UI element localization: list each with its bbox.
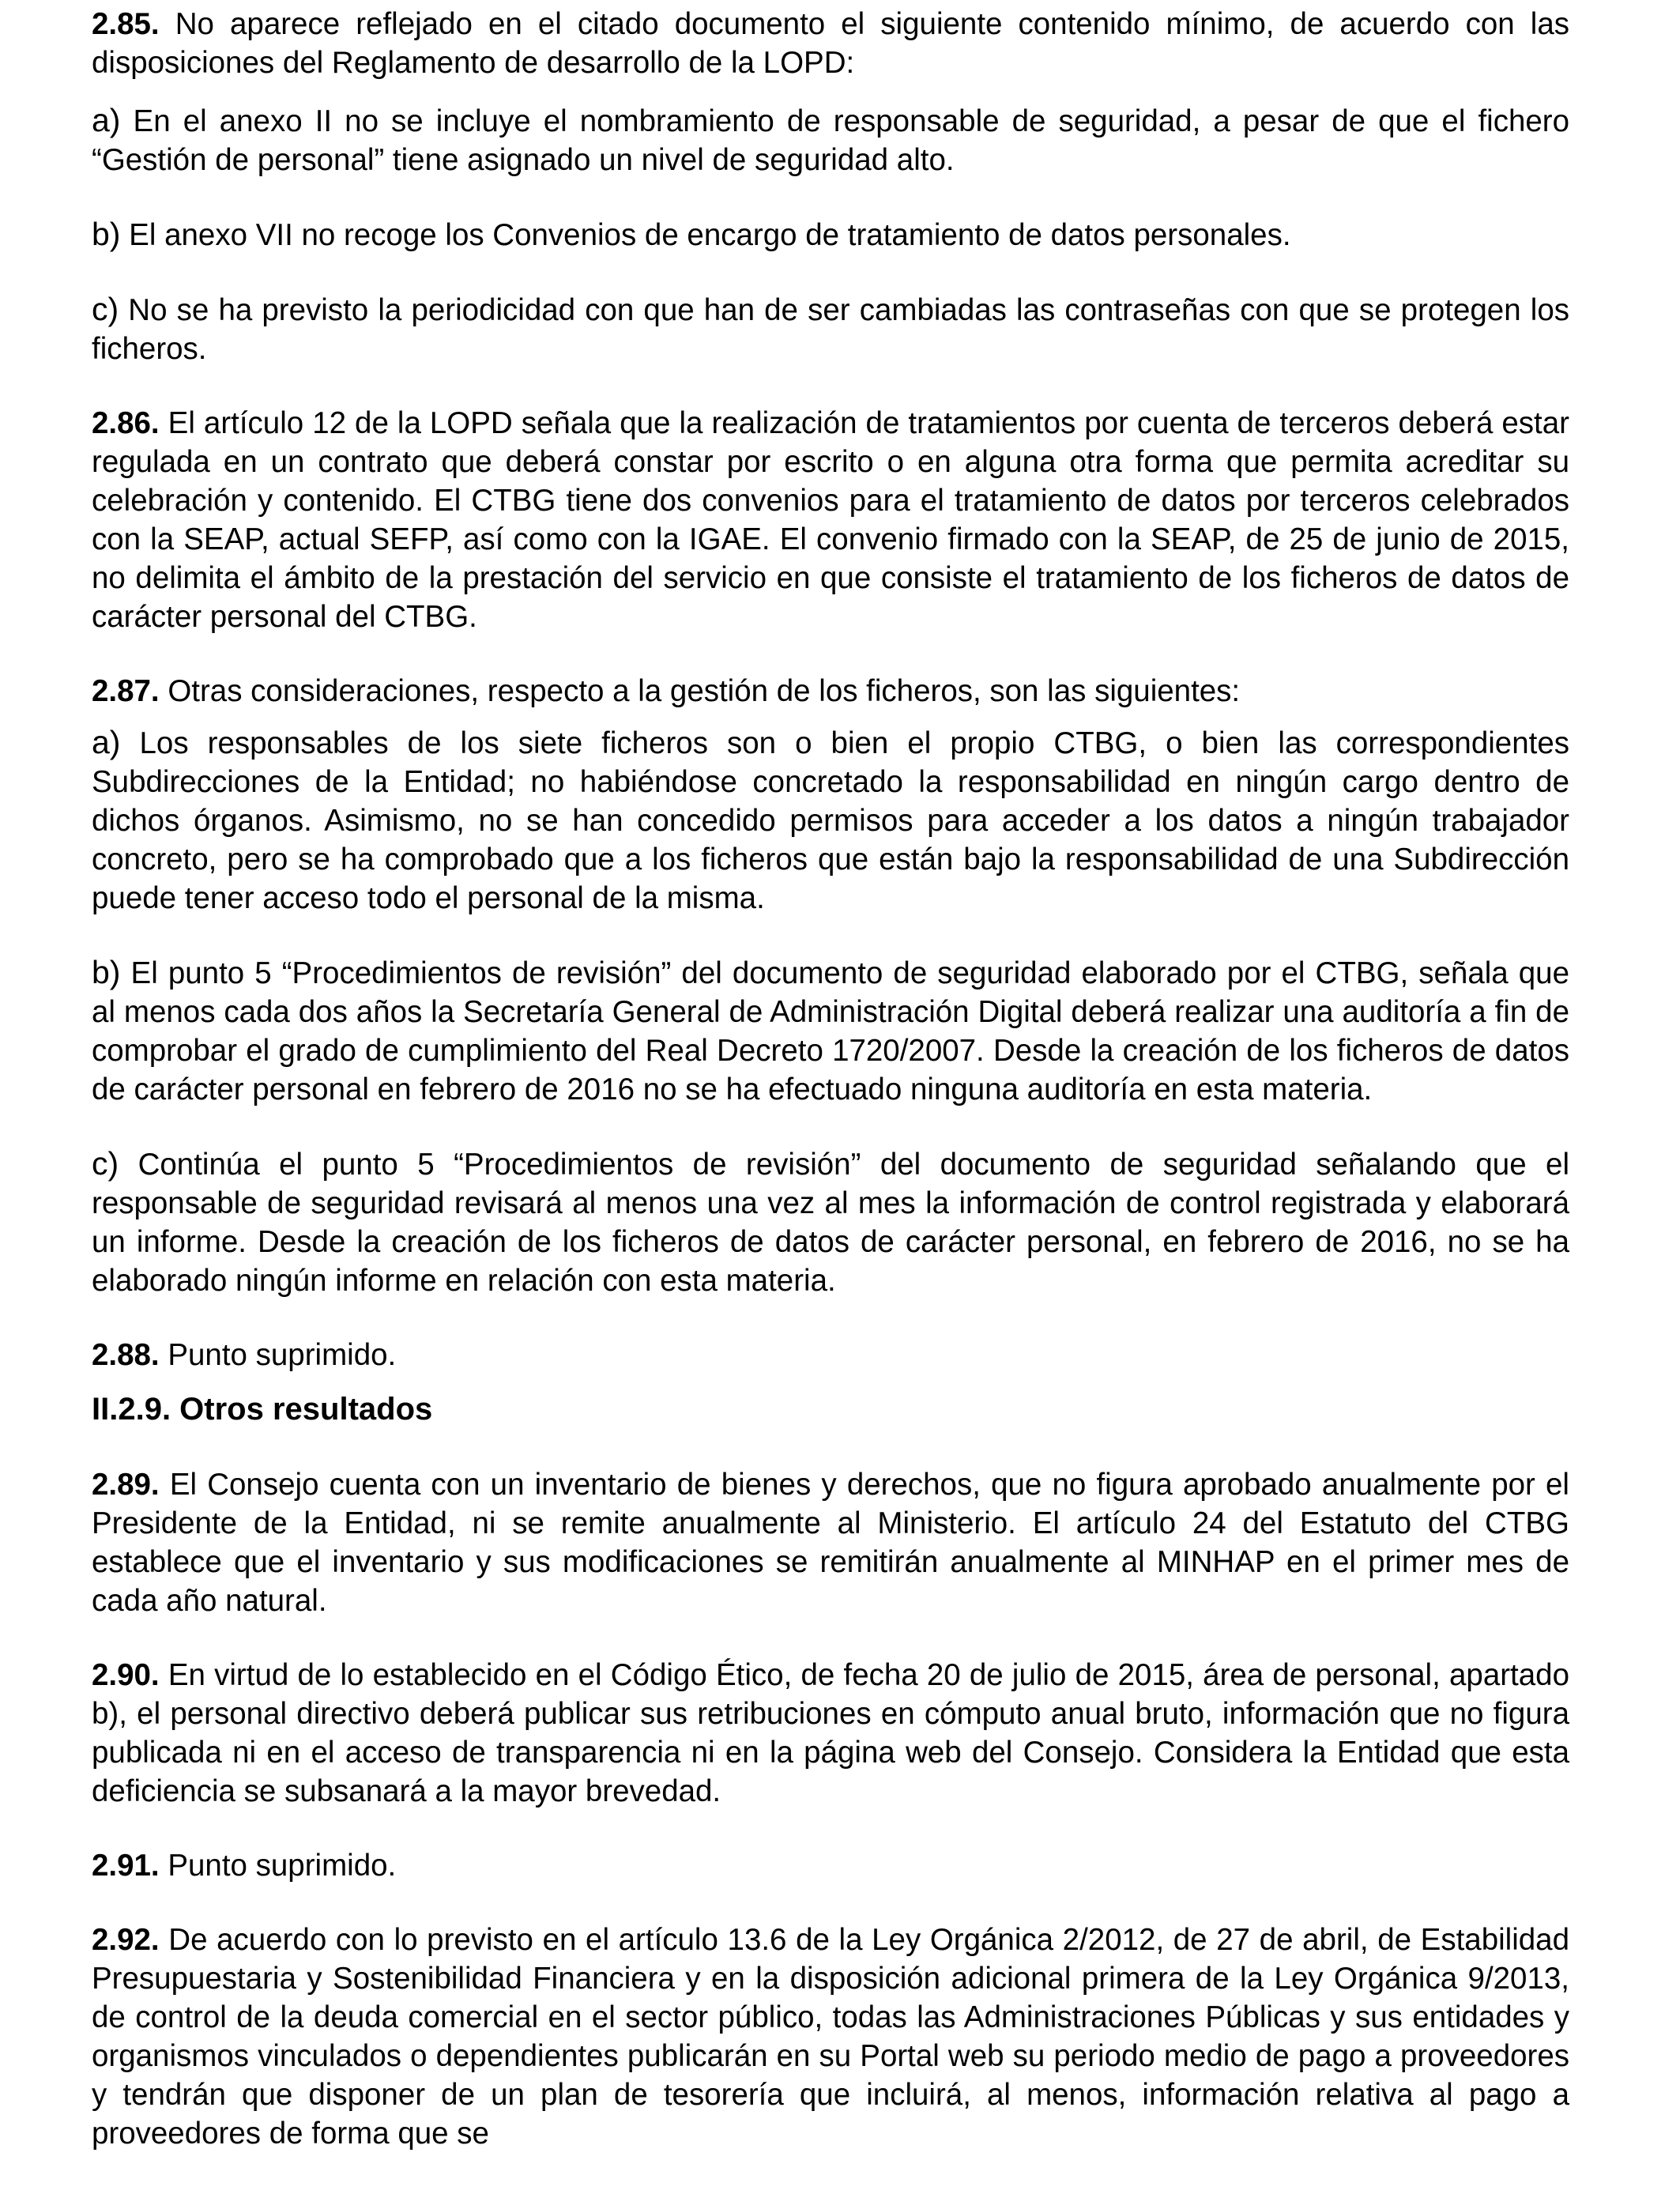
list-item-c [92, 290, 1569, 368]
paragraph-text: Otras consideraciones, respecto a la gestión de los ficheros, son las siguientes: [159, 674, 1241, 708]
list-marker: c) [92, 291, 119, 327]
document-page [92, 0, 1569, 2153]
paragraph-text: El punto 5 “Procedimientos de revisión” del documento de seguridad elaborado por el CTBG, señala que al menos cada dos años la Secretaría General de Administración Digital deberá realizar una auditoría a fin de comprobar el grado de cumplimiento del Real Decreto 1720/2007. Desde la creación de los ficheros de datos de carácter personal en febrero de 2016 no se ha efectuado ninguna auditoría en esta materia. [92, 956, 1569, 1106]
paragraph-number: 2.87. [92, 674, 160, 708]
paragraph-text: De acuerdo con lo previsto en el artículo 13.6 de la Ley Orgánica 2/2012, de 27 de abril, de Estabilidad Presupuestaria y Sostenibilidad Financiera y en la disposición adicional primera de la Ley Orgánica 9/2013, de control de la deuda comercial en el sector público, todas las Administraciones Públicas y sus entidades y organismos vinculados o dependientes publicarán en su Portal web su periodo medio de pago a proveedores y tendrán que disponer de un plan de tesorería que incluirá, al menos, información relativa al pago a proveedores de forma que se [92, 1923, 1569, 2151]
paragraph-text: En el anexo II no se incluye el nombramiento de responsable de seguridad, a pesar de que el fichero “Gestión de personal” tiene asignado un nivel de seguridad alto. [92, 104, 1569, 177]
paragraph-text: El artículo 12 de la LOPD señala que la realización de tratamientos por cuenta de terceros deberá estar regulada en un contrato que deberá constar por escrito o en alguna otra forma que permita acreditar su celebración y contenido. El CTBG tiene dos convenios para el tratamiento de datos por terceros celebrados con la SEAP, actual SEFP, así como con la IGAE. El convenio firmado con la SEAP, de 25 de junio de 2015, no delimita el ámbito de la prestación del servicio en que consiste el tratamiento de los ficheros de datos de carácter personal del CTBG. [92, 406, 1569, 634]
paragraph-2-86 [92, 404, 1569, 636]
list-marker: a) [92, 102, 121, 138]
paragraph-number: 2.85. [92, 7, 160, 41]
paragraph-number: 2.88. [92, 1338, 160, 1372]
list-marker: b) [92, 216, 121, 252]
list-item-c [92, 1144, 1569, 1300]
paragraph-2-91 [92, 1846, 1569, 1885]
list-marker: b) [92, 954, 121, 990]
list-marker: a) [92, 724, 121, 760]
paragraph-number: 2.89. [92, 1468, 160, 1502]
paragraph-text: El Consejo cuenta con un inventario de bienes y derechos, que no figura aprobado anualmente por el Presidente de la Entidad, ni se remite anualmente al Ministerio. El artículo 24 del Estatuto del CTBG establece que el inventario y sus modificaciones se remitirán anualmente al MINHAP en el primer mes de cada año natural. [92, 1468, 1569, 1618]
list-item-b [92, 953, 1569, 1109]
paragraph-text: Continúa el punto 5 “Procedimientos de revisión” del documento de seguridad señalando que el responsable de seguridad revisará al menos una vez al mes la información de control registrada y elaborará un informe. Desde la creación de los ficheros de datos de carácter personal, en febrero de 2016, no se ha elaborado ningún informe en relación con esta materia. [92, 1148, 1569, 1298]
list-marker: c) [92, 1145, 119, 1182]
section-heading: II.2.9. Otros resultados [92, 1392, 433, 1427]
paragraph-2-87 [92, 672, 1569, 711]
paragraph-number: 2.90. [92, 1658, 160, 1692]
paragraph-number: 2.91. [92, 1849, 160, 1883]
paragraph-text: No se ha previsto la periodicidad con que han de ser cambiadas las contraseñas con que se protegen los ficheros. [92, 293, 1569, 366]
list-item-a [92, 723, 1569, 918]
paragraph-number: 2.92. [92, 1923, 160, 1957]
paragraph-number: 2.86. [92, 406, 160, 440]
paragraph-text: No aparece reflejado en el citado documento el siguiente contenido mínimo, de acuerdo con las disposiciones del Reglamento de desarrollo de la LOPD: [92, 7, 1569, 80]
paragraph-text: El anexo VII no recoge los Convenios de encargo de tratamiento de datos personales. [120, 218, 1291, 252]
paragraph-2-92 [92, 1921, 1569, 2153]
paragraph-text: Punto suprimido. [159, 1338, 397, 1372]
paragraph-2-88 [92, 1336, 1569, 1374]
paragraph-2-89 [92, 1465, 1569, 1620]
paragraph-2-90 [92, 1656, 1569, 1811]
list-item-a [92, 101, 1569, 179]
paragraph-text: En virtud de lo establecido en el Código Ético, de fecha 20 de julio de 2015, área de personal, apartado b), el personal directivo deberá publicar sus retribuciones en cómputo anual bruto, información que no figura publicada ni en el acceso de transparencia ni en la página web del Consejo. Considera la Entidad que esta deficiencia se subsanará a la mayor brevedad. [92, 1658, 1569, 1808]
paragraph-2-85 [92, 5, 1569, 82]
paragraph-text: Punto suprimido. [159, 1849, 397, 1883]
list-item-b [92, 215, 1569, 254]
paragraph-text: Los responsables de los siete ficheros son o bien el propio CTBG, o bien las correspondientes Subdirecciones de la Entidad; no habiéndose concretado la responsabilidad en ningún cargo dentro de dichos órganos. Asimismo, no se han concedido permisos para acceder a los datos a ningún trabajador concreto, pero se ha comprobado que a los ficheros que están bajo la responsabilidad de una Subdirección puede tener acceso todo el personal de la misma. [92, 726, 1569, 915]
